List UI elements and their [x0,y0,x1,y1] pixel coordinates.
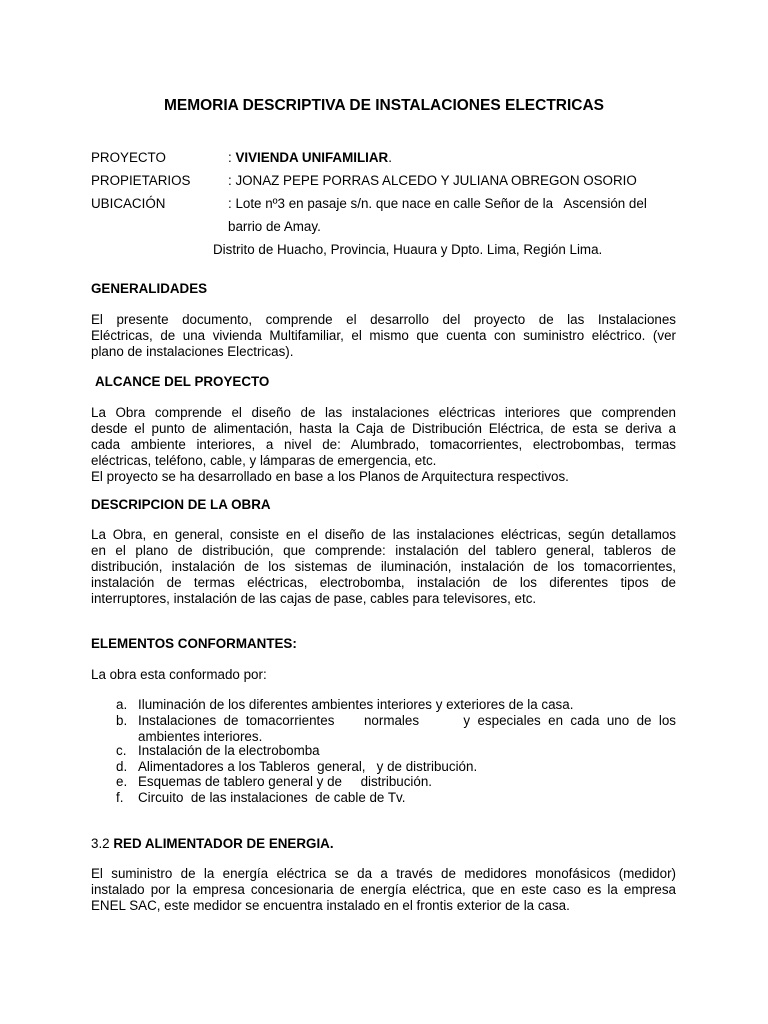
descripcion-line: distribución, instalación de los sistemas de iluminación, instalación de los tomacorrientes, [91,559,676,574]
list-item-text: ambientes interiores. [138,729,263,744]
ubicacion-line-2: barrio de Amay. [228,219,321,234]
ubicacion-line-1: : Lote nº3 en pasaje s/n. que nace en calle Señor de la Ascensión del [228,196,647,211]
propietarios-label: PROPIETARIOS [91,173,191,188]
proyecto-value: VIVIENDA UNIFAMILIAR [235,150,389,165]
proyecto-label: PROYECTO [91,150,166,165]
alcance-line: El proyecto se ha desarrollado en base a los Planos de Arquitectura respectivos. [91,469,569,484]
red-line: instalado por la empresa concesionaria de energía eléctrica, que en este caso es la empresa [91,882,676,897]
descripcion-heading: DESCRIPCION DE LA OBRA [91,497,271,512]
elementos-intro: La obra esta conformado por: [91,667,267,682]
alcance-line: cada ambiente interiores, a nivel de: Alumbrado, tomacorrientes, electrobombas, termas [91,437,676,452]
alcance-line: desde el punto de alimentación, hasta la Caja de Distribución Eléctrica, de esta se deriva a [91,421,676,436]
list-item-text: Alimentadores a los Tableros general, y de distribución. [138,759,478,774]
list-marker: e. [116,774,128,789]
list-marker: f. [116,790,124,805]
generalidades-line: plano de instalaciones Electricas). [91,344,294,359]
list-marker: d. [116,759,128,774]
descripcion-paragraph [91,527,676,607]
alcance-line: La Obra comprende el diseño de las instalaciones eléctricas interiores que comprenden [91,405,676,420]
alcance-line: eléctricas, teléfono, cable, y lámparas de emergencia, etc. [91,453,437,468]
ubicacion-label: UBICACIÓN [91,196,166,211]
list-marker: c. [116,743,127,758]
red-line: El suministro de la energía eléctrica se da a través de medidores monofásicos (medidor) [91,866,676,881]
list-item-text: Circuito de las instalaciones de cable de Tv. [138,790,406,805]
list-marker: b. [116,713,128,728]
propietarios-value: : JONAZ PEPE PORRAS ALCEDO Y JULIANA OBREGON OSORIO [228,173,637,188]
generalidades-heading: GENERALIDADES [91,281,208,296]
red-line: ENEL SAC, este medidor se encuentra instalado en el frontis exterior de la casa. [91,898,570,913]
generalidades-line: Eléctricas, de una vivienda Multifamiliar, el mismo que cuenta con suministro eléctrico. (ver [91,328,676,343]
descripcion-line: La Obra, en general, consiste en el diseño de las instalaciones eléctricas, según detallamos [91,527,676,542]
alcance-heading: ALCANCE DEL PROYECTO [95,374,270,389]
generalidades-paragraph [91,312,676,360]
descripcion-line: instalación de termas eléctricas, electrobomba, instalación de los diferentes tipos de [91,575,676,590]
proyecto-end: . [388,150,392,165]
document-title: MEMORIA DESCRIPTIVA DE INSTALACIONES ELECTRICAS [163,97,605,114]
list-marker: a. [116,697,128,712]
list-item-text: Iluminación de los diferentes ambientes interiores y exteriores de la casa. [138,697,574,712]
list-item-text: Instalaciones de tomacorrientes normales y especiales en cada uno de los [138,713,676,728]
descripcion-line: en el plano de distribución, que comprende: instalación del tablero general, tableros de [91,543,676,558]
list-item-text: Instalación de la electrobomba [138,743,320,758]
red-heading-line [91,836,334,852]
red-heading: RED ALIMENTADOR DE ENERGIA. [113,836,334,851]
elementos-heading: ELEMENTOS CONFORMANTES: [91,636,297,651]
list-item-text: Esquemas de tablero general y de distribución. [138,774,433,789]
red-section-number: 3.2 [91,836,114,851]
descripcion-line: interruptores, instalación de las cajas de pase, cables para televisores, etc. [91,591,537,606]
ubicacion-line-3: Distrito de Huacho, Provincia, Huaura y Dpto. Lima, Región Lima. [213,242,603,257]
proyecto-value-line [228,150,392,166]
proyecto-sep: : [228,150,236,165]
red-paragraph [91,866,676,914]
generalidades-line: El presente documento, comprende el desarrollo del proyecto de las Instalaciones [91,312,676,327]
alcance-paragraph [91,405,676,485]
